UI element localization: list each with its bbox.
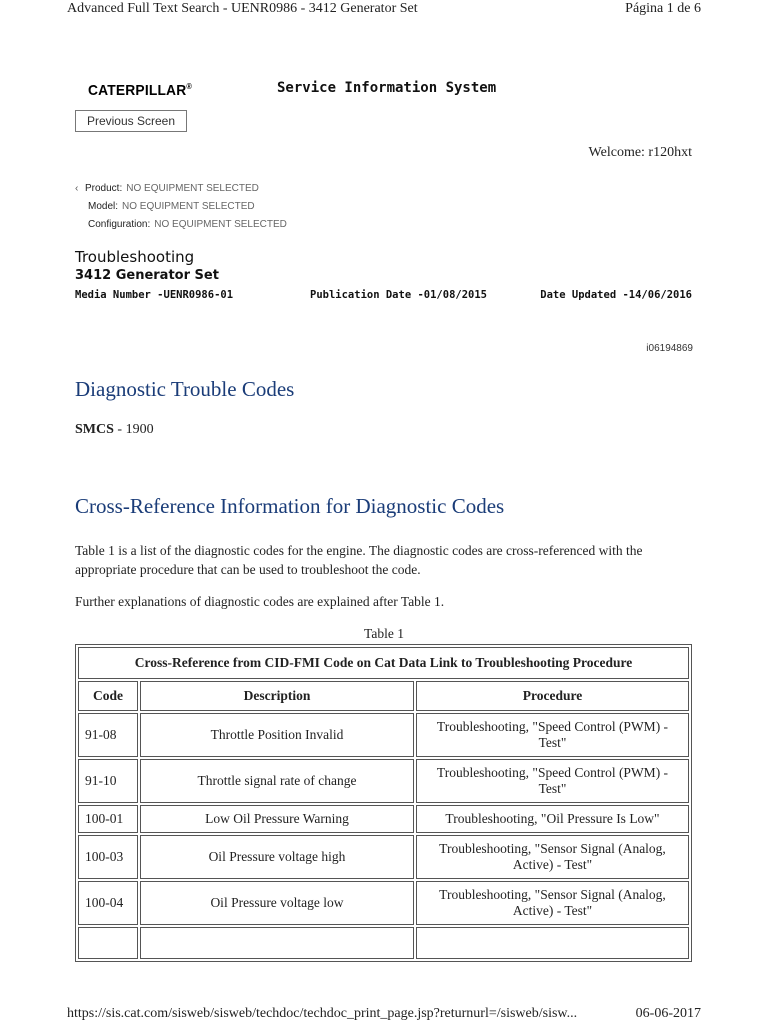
- print-header-page: Página 1 de 6: [625, 1, 701, 16]
- date-updated: Date Updated -14/06/2016: [540, 289, 692, 301]
- configuration-row: [75, 216, 287, 234]
- procedure-cell-empty: [416, 927, 689, 959]
- procedure-cell: Troubleshooting, "Sensor Signal (Analog, Active) - Test": [416, 835, 689, 879]
- print-header: [67, 1, 701, 21]
- smcs-label: SMCS: [75, 422, 114, 437]
- description-cell: Low Oil Pressure Warning: [140, 805, 414, 833]
- document-type: Troubleshooting: [75, 248, 195, 266]
- system-title: Service Information System: [277, 80, 497, 96]
- intro-paragraph: Table 1 is a list of the diagnostic codes for the engine. The diagnostic codes are cross-referenced with the appropriate procedure that can be used to troubleshoot the code.: [75, 543, 643, 577]
- procedure-cell: Troubleshooting, "Oil Pressure Is Low": [416, 805, 689, 833]
- column-header-description: Description: [140, 681, 414, 711]
- description-cell: Oil Pressure voltage high: [140, 835, 414, 879]
- diagnostic-codes-table: [75, 644, 692, 962]
- equipment-selection: [75, 180, 287, 234]
- table-caption: Table 1: [364, 626, 404, 641]
- code-cell: 100-04: [78, 881, 138, 925]
- table-row: [78, 881, 689, 925]
- table-title: Cross-Reference from CID-FMI Code on Cat Data Link to Troubleshooting Procedure: [78, 647, 689, 679]
- column-header-procedure: Procedure: [416, 681, 689, 711]
- description-cell: Throttle signal rate of change: [140, 759, 414, 803]
- description-cell-empty: [140, 927, 414, 959]
- procedure-cell: Troubleshooting, "Speed Control (PWM) - Test": [416, 759, 689, 803]
- column-header-code: Code: [78, 681, 138, 711]
- print-header-title: Advanced Full Text Search - UENR0986 - 3412 Generator Set: [67, 1, 418, 16]
- publication-date: Publication Date -01/08/2015: [310, 289, 488, 301]
- further-paragraph: Further explanations of diagnostic codes are explained after Table 1.: [75, 594, 445, 609]
- smcs-value: - 1900: [113, 422, 154, 437]
- configuration-value: NO EQUIPMENT SELECTED: [154, 219, 287, 230]
- table-row: [78, 835, 689, 879]
- welcome-text: Welcome: r120hxt: [588, 145, 692, 160]
- table-row-partial: [78, 927, 689, 959]
- table-row: [78, 759, 689, 803]
- configuration-label: Configuration:: [88, 219, 151, 230]
- code-cell: 91-10: [78, 759, 138, 803]
- logo-text: CATERPILLAR: [88, 82, 187, 99]
- media-number: Media Number -UENR0986-01: [75, 289, 234, 301]
- description-cell: Throttle Position Invalid: [140, 713, 414, 757]
- model-label: Model:: [88, 201, 119, 212]
- heading-cross-reference: Cross-Reference Information for Diagnostic Codes: [75, 494, 505, 518]
- code-cell: 100-03: [78, 835, 138, 879]
- document-id: i06194869: [646, 343, 693, 354]
- heading-diagnostic-trouble-codes: Diagnostic Trouble Codes: [75, 377, 295, 401]
- code-cell: 100-01: [78, 805, 138, 833]
- procedure-cell: Troubleshooting, "Sensor Signal (Analog, Active) - Test": [416, 881, 689, 925]
- model-row: [75, 198, 287, 216]
- product-row[interactable]: [75, 180, 287, 198]
- print-footer-date: 06-06-2017: [635, 1006, 701, 1021]
- description-cell: Oil Pressure voltage low: [140, 881, 414, 925]
- caterpillar-logo: [88, 82, 192, 99]
- previous-screen-button[interactable]: Previous Screen: [75, 110, 187, 132]
- table-row: [78, 805, 689, 833]
- code-cell: 91-08: [78, 713, 138, 757]
- product-label: Product:: [85, 183, 123, 194]
- smcs-line: [75, 422, 154, 438]
- procedure-cell: Troubleshooting, "Speed Control (PWM) - Test": [416, 713, 689, 757]
- model-value: NO EQUIPMENT SELECTED: [122, 201, 255, 212]
- print-footer-url: https://sis.cat.com/sisweb/sisweb/techdoc/techdoc_print_page.jsp?returnurl=/sisweb/sisw...: [67, 1006, 578, 1021]
- document-subtitle: 3412 Generator Set: [75, 268, 219, 283]
- code-cell-empty: [78, 927, 138, 959]
- print-footer: [67, 1006, 701, 1024]
- table-row: [78, 713, 689, 757]
- chevron-left-icon[interactable]: ‹: [75, 183, 79, 194]
- product-value: NO EQUIPMENT SELECTED: [126, 183, 259, 194]
- logo-registered-mark: ®: [186, 82, 192, 91]
